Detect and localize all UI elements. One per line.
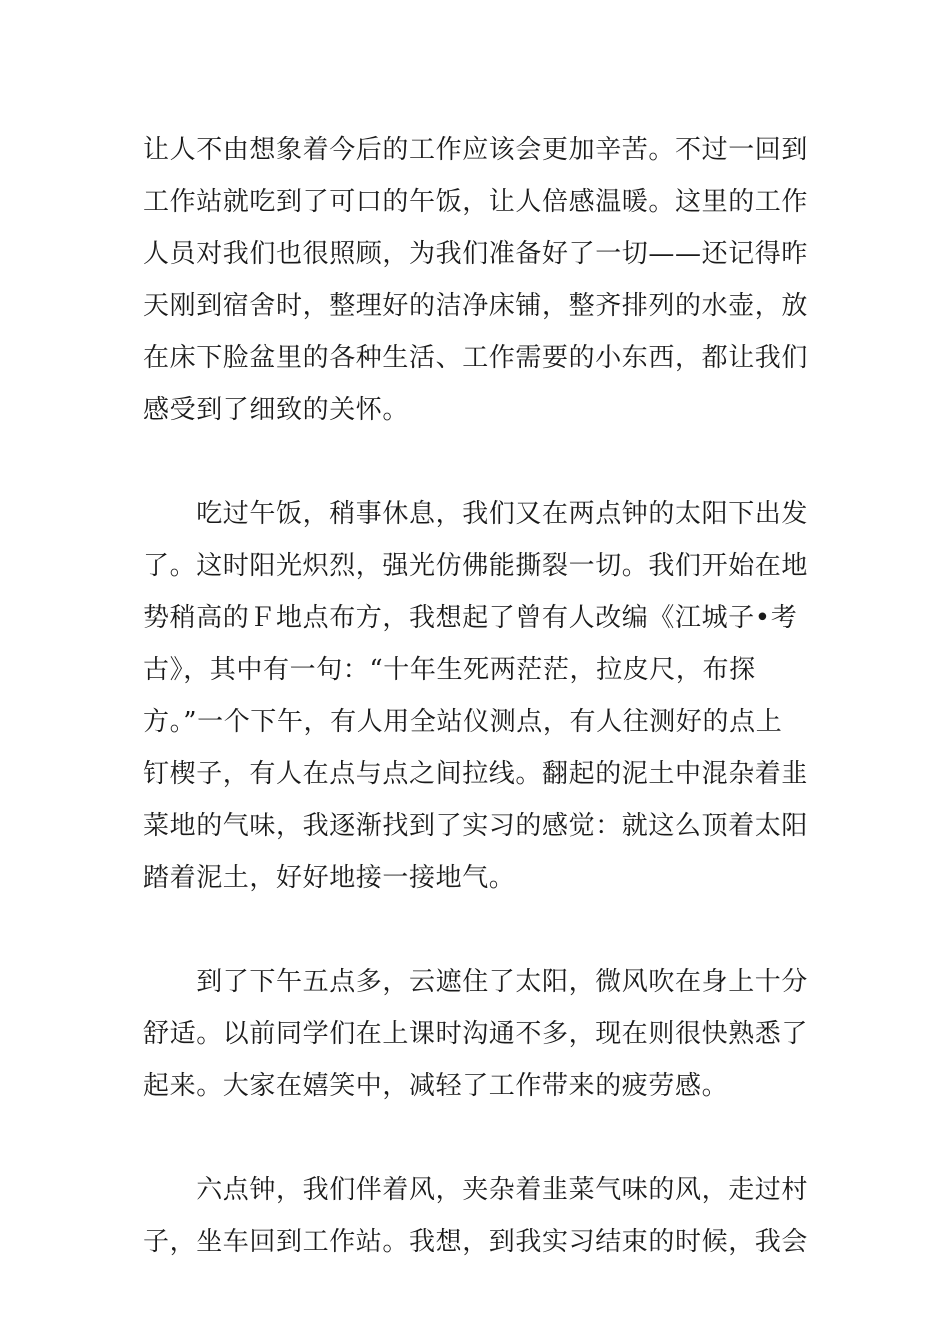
paragraph-2 (143, 488, 808, 904)
document-body (143, 124, 808, 1268)
text-line: 菜地的气味，我逐渐找到了实习的感觉：就这么顶着太阳 (143, 811, 809, 841)
text-line: 古》，其中有一句：“十年生死两茫茫，拉皮尺，布探 (143, 655, 756, 685)
text-line: 感受到了细致的关怀。 (143, 395, 410, 425)
text-line: 吃过午饭，稍事休息，我们又在两点钟的太阳下出发 (143, 499, 809, 529)
text-line: 让人不由想象着今后的工作应该会更加辛苦。不过一回到 (143, 135, 809, 165)
paragraph-3 (143, 956, 808, 1112)
text-line: 六点钟，我们伴着风，夹杂着韭菜气味的风，走过村 (143, 1175, 809, 1205)
text-line: 天刚到宿舍时，整理好的洁净床铺，整齐排列的水壶，放 (143, 291, 809, 321)
text-line: 踏着泥土，好好地接一接地气。 (143, 863, 516, 893)
text-line: 势稍高的Ｆ地点布方，我想起了曾有人改编《江城子•考 (143, 603, 798, 633)
paragraph-spacer (143, 1112, 808, 1164)
text-line: 钉楔子，有人在点与点之间拉线。翻起的泥土中混杂着韭 (143, 759, 809, 789)
paragraph-1 (143, 124, 808, 436)
text-line: 工作站就吃到了可口的午饭，让人倍感温暖。这里的工作 (143, 187, 809, 217)
text-line: 了。这时阳光炽烈，强光仿佛能撕裂一切。我们开始在地 (143, 551, 809, 581)
paragraph-spacer (143, 436, 808, 488)
text-line: 在床下脸盆里的各种生活、工作需要的小东西，都让我们 (143, 343, 809, 373)
text-line: 子，坐车回到工作站。我想，到我实习结束的时候，我会 (143, 1227, 809, 1257)
text-line: 方。”一个下午，有人用全站仪测点，有人往测好的点上 (143, 707, 783, 737)
text-line: 舒适。以前同学们在上课时沟通不多，现在则很快熟悉了 (143, 1019, 809, 1049)
text-line: 人员对我们也很照顾，为我们准备好了一切——还记得昨 (143, 239, 809, 269)
text-line: 到了下午五点多，云遮住了太阳，微风吹在身上十分 (143, 967, 809, 997)
text-line: 起来。大家在嬉笑中，减轻了工作带来的疲劳感。 (143, 1071, 729, 1101)
paragraph-4 (143, 1164, 808, 1268)
paragraph-spacer (143, 904, 808, 956)
